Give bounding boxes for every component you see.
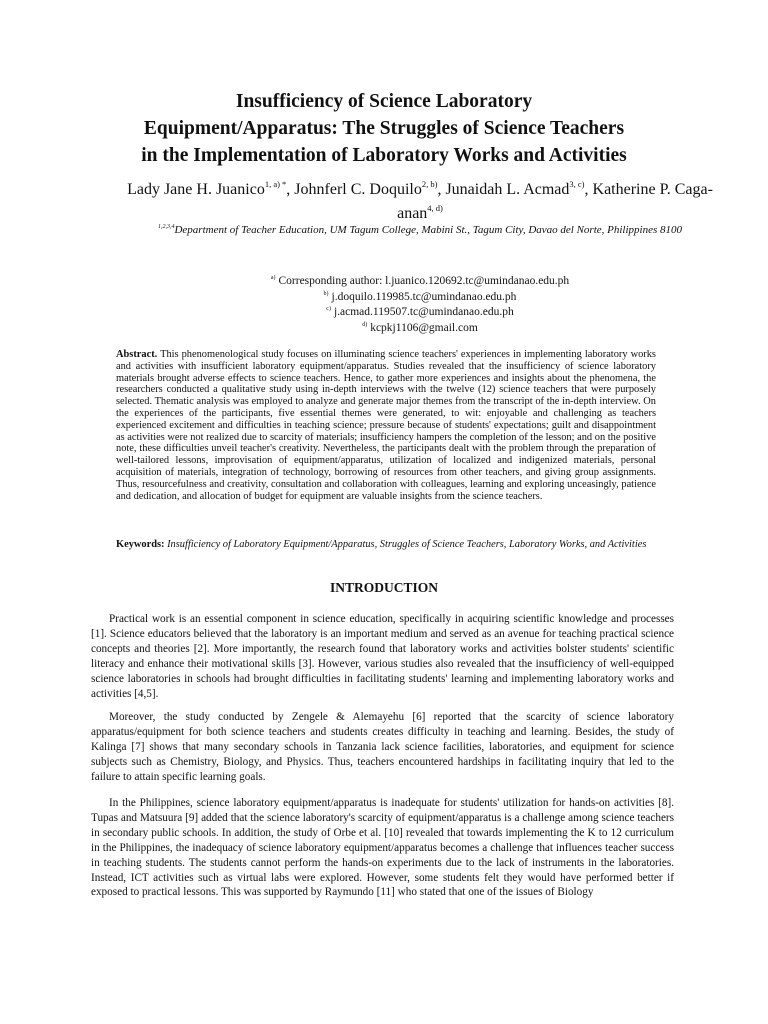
author: Katherine P. Caga-anan$^{4, d)}$ (397, 181, 713, 222)
abstract-label: Abstract. (116, 349, 158, 360)
body-paragraph: Moreover, the study conducted by Zengele & Alemayehu [6] reported that the scarcity of science laboratory apparatus/equipment for both science teachers and students creates difficulty in teaching and learning. Besides, the study of Kalinga [7] shows that many secondary schools in Tanzania lack science facilities, laboratories, and equipment for science subjects such as Chemistry, Biology, and Physics. Thus, teachers encountered hardships in facilitating inquiry that led to the failure to attain specific learning goals. (91, 711, 674, 783)
author: Junaidah L. Acmad$^{3, c)}$, (445, 179, 593, 198)
author-emails (110, 274, 730, 336)
author: Johnferl C. Doquilo$^{2, b)}$, (294, 179, 446, 198)
keywords (116, 539, 656, 551)
title-line-3: in the Implementation of Laboratory Works and Activities (141, 145, 627, 166)
body-paragraph: Practical work is an essential component in science education, specifically in acquiring scientific knowledge and processes [1]. Science educators believed that the laboratory is an important medium and served as an avenue for teaching practical science concepts and theories [2]. More importantly, the research found that laboratory works and activities bolster students' scientific literacy and enhance their motivational skills [3]. However, various studies also revealed that the insufficiency of well-equipped science laboratories in schools had brought difficulties in facilitating students' learning and implementing laboratory works and activities [4,5]. (91, 613, 674, 700)
paper-title (60, 88, 708, 169)
author: Lady Jane H. Juanico$^{1, a) *}$, (127, 179, 295, 198)
section-heading-introduction: INTRODUCTION (329, 580, 438, 595)
body-paragraph: In the Philippines, science laboratory equipment/apparatus is inadequate for students' utilization for hands-on activities [8]. Tupas and Matsuura [9] added that the science laboratory's scarcity of equipment/apparatus is a challenge among science teachers in secondary public schools. In addition, the study of Orbe et al. [10] revealed that towards implementing the K to 12 curriculum in the Philippines, the inadequacy of science laboratory equipment/apparatus becomes a challenge that influences teacher success in teaching students. The students cannot perform the hands-on experiments due to the lack of instruments in the laboratories. Instead, ICT activities such as virtual labs were explored. However, some students felt they would have performed better if exposed to practical lessons. This was supported by Raymundo [11] who stated that one of the issues of Biology (91, 797, 674, 899)
title-line-2: Equipment/Apparatus: The Struggles of Science Teachers (143, 118, 625, 139)
abstract-text: This phenomenological study focuses on illuminating science teachers' experiences in implementing laboratory works and activities with insufficient laboratory equipment/apparatus. Studies revealed that the insufficiency of science laboratory materials brought adverse effects to science teachers. Hence, to gather more experiences and insights about the phenomena, the researchers conducted a qualitative study using in-depth interviews with the twelve (12) science teachers that were purposely selected. Thematic analysis was employed to analyze and generate major themes from the transcript of the in-depth interview. On the experiences of the participants, five essential themes were generated, to wit: enjoyable and challenging as teachers experienced excitement and difficulties in teaching science; pressure because of students' expectations; guilt and disappointment as activities were not realized due to scarcity of materials; insufficiency hampers the completion of the lesson; and on the positive note, these difficulties unveil teacher's creativity. Nevertheless, the participants dealt with the problem through the preparation of well-tailored lessons, improvisation of equipment/apparatus, utilization of localized and indigenized materials, personal acquisition of materials, integration of technology, borrowing of resources from other teachers, and giving group assignments. Thus, resourcefulness and creativity, consultation and collaboration with colleagues, learning and exploring unceasingly, patience and dedication, and allocation of budget for equipment are valuable insights from the science teachers. (116, 349, 656, 502)
abstract (116, 349, 656, 502)
email-line: $^{d)}$ kcpkj1106@gmail.com (362, 321, 478, 334)
author-list (110, 178, 730, 226)
email-line: $^{a)}$ Corresponding author: l.juanico.120692.tc@umindanao.edu.ph (270, 275, 570, 287)
email-line: $^{b)}$ j.doquilo.119985.tc@umindanao.edu.ph (323, 290, 517, 303)
title-line-1: Insufficiency of Science Laboratory (235, 91, 533, 112)
keywords-label: Keywords: (116, 539, 165, 550)
keywords-text: Insufficiency of Laboratory Equipment/Apparatus, Struggles of Science Teachers, Laboratory Works, and Activities (167, 539, 647, 550)
email-line: $^{c)}$ j.acmad.119507.tc@umindanao.edu.ph (326, 306, 514, 318)
affiliation: $^{1,2,3,4}$Department of Teacher Education, UM Tagum College, Mabini St., Tagum City, Davao del Norte, Philippines 8100 (157, 224, 682, 236)
